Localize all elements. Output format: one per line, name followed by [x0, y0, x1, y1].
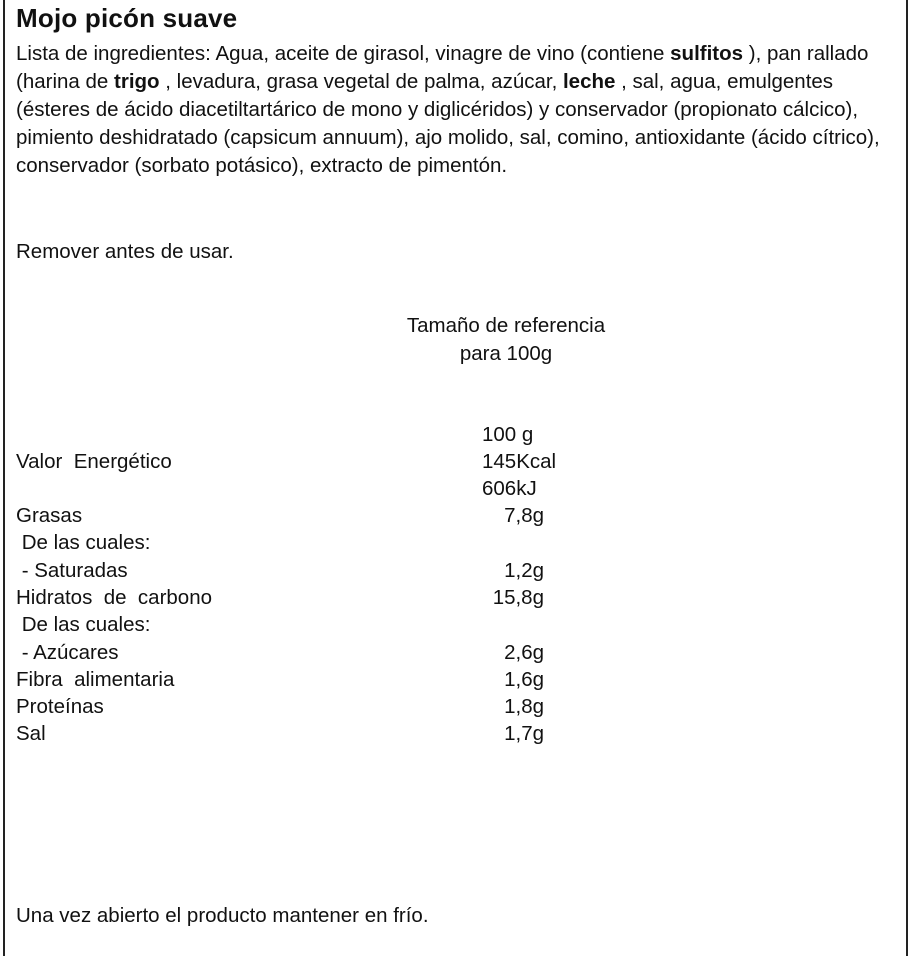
- nutrition-column-unit: 100 g: [482, 423, 534, 446]
- protein-value: 1,8g: [504, 695, 544, 718]
- ingredients-text: ), pan rallado (harina de: [16, 42, 869, 93]
- ingredients-text: Lista de ingredientes: Agua, aceite de girasol, vinagre de vino (contiene: [16, 42, 671, 65]
- salt-value: 1,7g: [504, 722, 544, 745]
- protein-label: Proteínas: [16, 695, 104, 718]
- carbs-label: Hidratos de carbono: [16, 586, 213, 609]
- nutrition-header-line2: para 100g: [459, 342, 553, 365]
- allergen-sulfitos: sulfitos: [670, 42, 744, 65]
- ingredients-list: [16, 40, 896, 180]
- allergen-leche: leche: [562, 70, 616, 93]
- saturated-label: - Saturadas: [16, 559, 128, 582]
- energy-kcal-value: 145Kcal: [482, 450, 557, 473]
- carbs-of-which-label: De las cuales:: [16, 613, 151, 636]
- usage-instructions: Remover antes de usar.: [16, 240, 234, 263]
- ingredients-text: , sal, agua, emulgentes (ésteres de ácido diacetiltartárico de mono y diglicéridos) y conservador (propionato cálcico), pimiento deshidratado (capsicum annuum), ajo molido, sal, comino, antioxidante (ácido cítrico), conservador (sorbato potásico), extracto de pimentón.: [16, 70, 880, 177]
- salt-label: Sal: [16, 722, 46, 745]
- fibre-value: 1,6g: [504, 668, 544, 691]
- fat-of-which-label: De las cuales:: [16, 531, 151, 554]
- storage-note: Una vez abierto el producto mantener en frío.: [16, 904, 429, 927]
- carbs-value: 15,8g: [492, 586, 544, 609]
- energy-kj-value: 606kJ: [482, 477, 537, 500]
- sugars-label: - Azúcares: [16, 641, 119, 664]
- fat-value: 7,8g: [504, 504, 544, 527]
- nutrition-header: [330, 312, 682, 368]
- allergen-trigo: trigo: [114, 70, 160, 93]
- sugars-value: 2,6g: [504, 641, 544, 664]
- saturated-value: 1,2g: [504, 559, 544, 582]
- product-title: Mojo picón suave: [16, 3, 238, 33]
- fibre-label: Fibra alimentaria: [16, 668, 175, 691]
- fat-label: Grasas: [16, 504, 83, 527]
- ingredients-text: , levadura, grasa vegetal de palma, azúcar,: [159, 70, 563, 93]
- nutrition-header-line1: Tamaño de referencia: [406, 314, 606, 337]
- energy-label: Valor Energético: [16, 450, 172, 473]
